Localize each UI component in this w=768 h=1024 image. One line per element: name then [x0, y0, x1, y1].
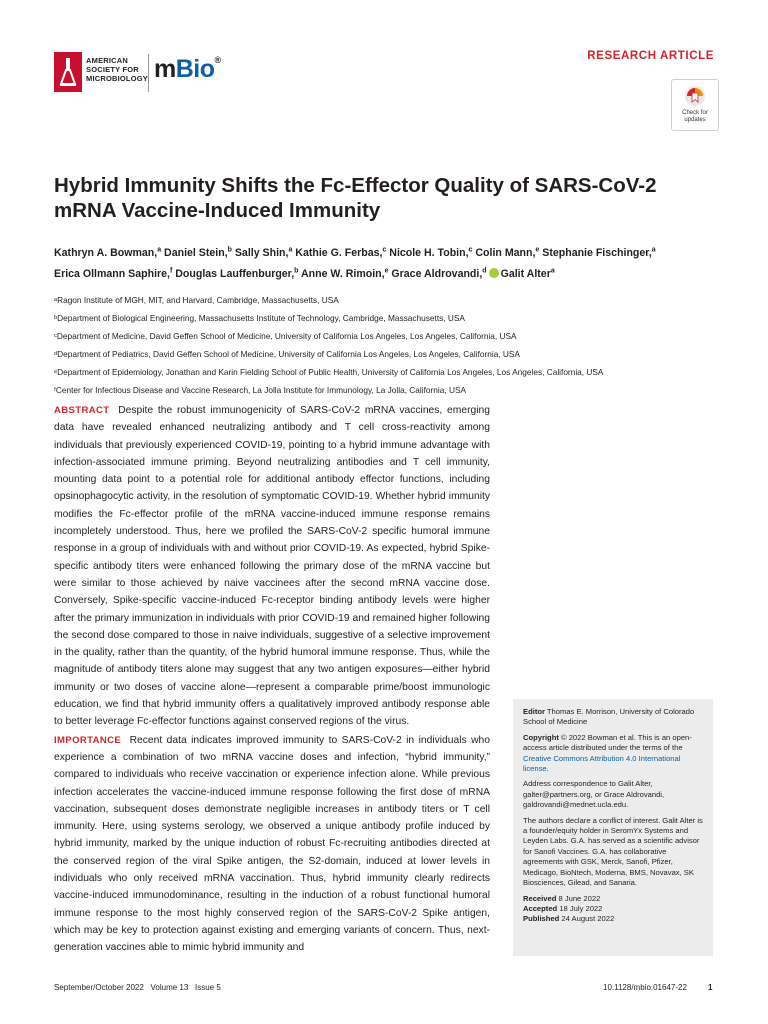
article-info-sidebar	[513, 699, 713, 956]
importance-paragraph	[54, 732, 490, 957]
page-number: 1	[708, 983, 713, 992]
check-for-updates-label: Check for updates	[682, 110, 708, 123]
abstract-paragraph	[54, 402, 490, 731]
author[interactable]: Stephanie Fischinger,$^a$	[539, 246, 656, 259]
author[interactable]: Kathryn A. Bowman,$^a$	[54, 246, 162, 259]
asm-logo	[54, 52, 148, 96]
author[interactable]: Grace Aldrovandi,$^d$	[388, 267, 487, 280]
mbio-logo: mBio®	[154, 55, 221, 83]
abstract-text: Despite the robust immunogenicity of SARS-CoV-2 mRNA vaccines, emerging data have revealed enhanced neutralizing antibody and T cell cross-reactivity among individuals that previously experienced COVID-19, pointing to a hybrid immune advantage with infection-associated immune priming. Beyond neutralizing antibodies and T cell immunity, mounting data point to a potential role for additional antibody effector functions, including opsinophagocytic activity, in the resolution of symptomatic COVID-19. Whether hybrid immunity modifies the Fc-effector profile of the mRNA vaccine-induced immune response remains incompletely understood. Thus, here we profiled the SARS-CoV-2 specific humoral immune response in a group of individuals with and without prior COVID-19. As expected, hybrid Spike-specific antibody titers were enhanced following the primary dose of the mRNA vaccine but were similar to those achieved by naive vaccinees after the second mRNA vaccine dose. Conversely, Spike-specific vaccine-induced Fc-receptor binding antibody levels were higher after the primary immunization in individuals with prior COVID-19 and remained higher following the second dose compared to those in naive individuals, suggestive of a selective improvement in the quality, rather than the quantity, of the hybrid humoral immune response. Thus, while the magnitude of antibody titers alone may suggest that any two antigen exposures—either hybrid immunity or two doses of vaccine alone—represent a comparable prime/boost immunologic education, we find that hybrid immunity offers a qualitatively improved antibody response able to better leverage Fc-effector functions against conserved regions of the virus.	[54, 405, 490, 728]
affiliation: ᶜDepartment of Medicine, David Geffen School of Medicine, University of California Los Angeles, Los Angeles, California, USA	[54, 331, 517, 342]
author[interactable]: Galit Alter$^a$	[500, 267, 555, 280]
affiliations	[54, 291, 734, 400]
copyright-info: Copyright © 2022 Bowman et al. This is an open-access article distributed under the terms of the Creative Commons Attribution 4.0 International license.	[523, 732, 692, 774]
affiliation: ᵇDepartment of Biological Engineering, Massachusetts Institute of Technology, Cambridge, Massachusetts, USA	[54, 313, 465, 324]
importance-heading: IMPORTANCE	[54, 734, 122, 746]
published-date: Published 24 August 2022	[523, 914, 615, 924]
article-title: Hybrid Immunity Shifts the Fc-Effector Quality of SARS-CoV-2 mRNA Vaccine-Induced Immunity	[54, 174, 657, 222]
conflict-statement: The authors declare a conflict of interest. Galit Alter is a founder/equity holder in SeromYx Systems and Leyden Labs. G.A. has served as a scientific advisor for Sanofi Vaccines. G.A. has collaborative agreements with GSK, Merck, Sanofi, Pfizer, Medicago, BioNtech, Moderna, BMS, Novavax, SK Biosciences, Gilead, and Sanaria.	[523, 815, 703, 888]
author[interactable]: Nicole H. Tobin,$^c$	[386, 246, 473, 259]
correspondence-info: Address correspondence to Galit Alter, galter@partners.org, or Grace Aldrovandi, galdrovandi@mednet.ucla.edu.	[523, 779, 665, 810]
license-link[interactable]: Creative Commons Attribution 4.0 International license.	[523, 753, 681, 774]
abstract-heading: ABSTRACT	[54, 405, 110, 416]
author[interactable]: Erica Ollmann Saphire,$^f$	[54, 267, 173, 280]
doi-link[interactable]: 10.1128/mbio.01647-22	[603, 983, 687, 992]
received-date: Received 8 June 2022	[523, 893, 601, 903]
editor-info: Editor Thomas E. Morrison, University of Colorado School of Medicine	[523, 707, 695, 727]
orcid-icon[interactable]	[489, 268, 499, 278]
author[interactable]: Colin Mann,$^e$	[472, 246, 540, 259]
author[interactable]: Daniel Stein,$^b$	[161, 246, 232, 259]
logo-divider	[148, 54, 149, 92]
author-list	[54, 241, 714, 283]
author[interactable]: Anne W. Rimoin,$^e$	[298, 267, 389, 280]
check-for-updates-button[interactable]	[671, 79, 719, 131]
asm-logo-text: AMERICAN SOCIETY FOR MICROBIOLOGY	[86, 56, 148, 83]
affiliation: ᶠCenter for Infectious Disease and Vaccine Research, La Jolla Institute for Immunology, La Jolla, California, USA	[54, 385, 467, 396]
author[interactable]: Sally Shin,$^a$	[231, 246, 293, 259]
author[interactable]: Douglas Lauffenburger,$^b$	[172, 267, 299, 280]
issue-info: September/October 2022 Volume 13 Issue 5	[54, 983, 221, 992]
author[interactable]: Kathie G. Ferbas,$^c$	[292, 246, 387, 259]
article-type-label: RESEARCH ARTICLE	[587, 50, 714, 62]
asm-flask-icon	[54, 52, 82, 92]
accepted-date: Accepted 18 July 2022	[523, 903, 603, 913]
importance-text: Recent data indicates improved immunity to SARS-CoV-2 in individuals who experience a combination of two mRNA vaccine doses and infection, “hybrid immunity,” compared to individuals who receive vaccination or experience infection alone. While previous infection accelerates the vaccine-induced immune response following the first dose of mRNA vaccination, subsequent doses demonstrate negligible increases in antibody titers or T cell immunity. Here, using systems serology, we observed a unique antibody profile induced by hybrid immunity, marked by the unique induction of robust Fc-recruiting antibodies directed at the conserved region of the viral Spike antigen, the S2-domain, induced at lower levels in individuals who only received mRNA vaccination. Thus, hybrid immunity clearly redirects vaccine-induced immunodominance, resulting in the induction of a robust functional humoral immune response to the most highly conserved region of the SARS-CoV-2 Spike antigen, which may be key to protection against existing and emerging variants of concern. Thus, next-generation vaccines able to mimic hybrid immunity and	[54, 734, 490, 954]
main-text-column	[54, 402, 490, 958]
bookmark-ribbon-icon	[684, 85, 706, 107]
affiliation: ᵃRagon Institute of MGH, MIT, and Harvard, Cambridge, Massachusetts, USA	[54, 295, 339, 305]
affiliation: ᵉDepartment of Epidemiology, Jonathan and Karin Fielding School of Public Health, University of California Los Angeles, Los Angeles, California, USA	[54, 367, 604, 378]
affiliation: ᵈDepartment of Pediatrics, David Geffen School of Medicine, University of California Los Angeles, Los Angeles, California, USA	[54, 349, 520, 360]
